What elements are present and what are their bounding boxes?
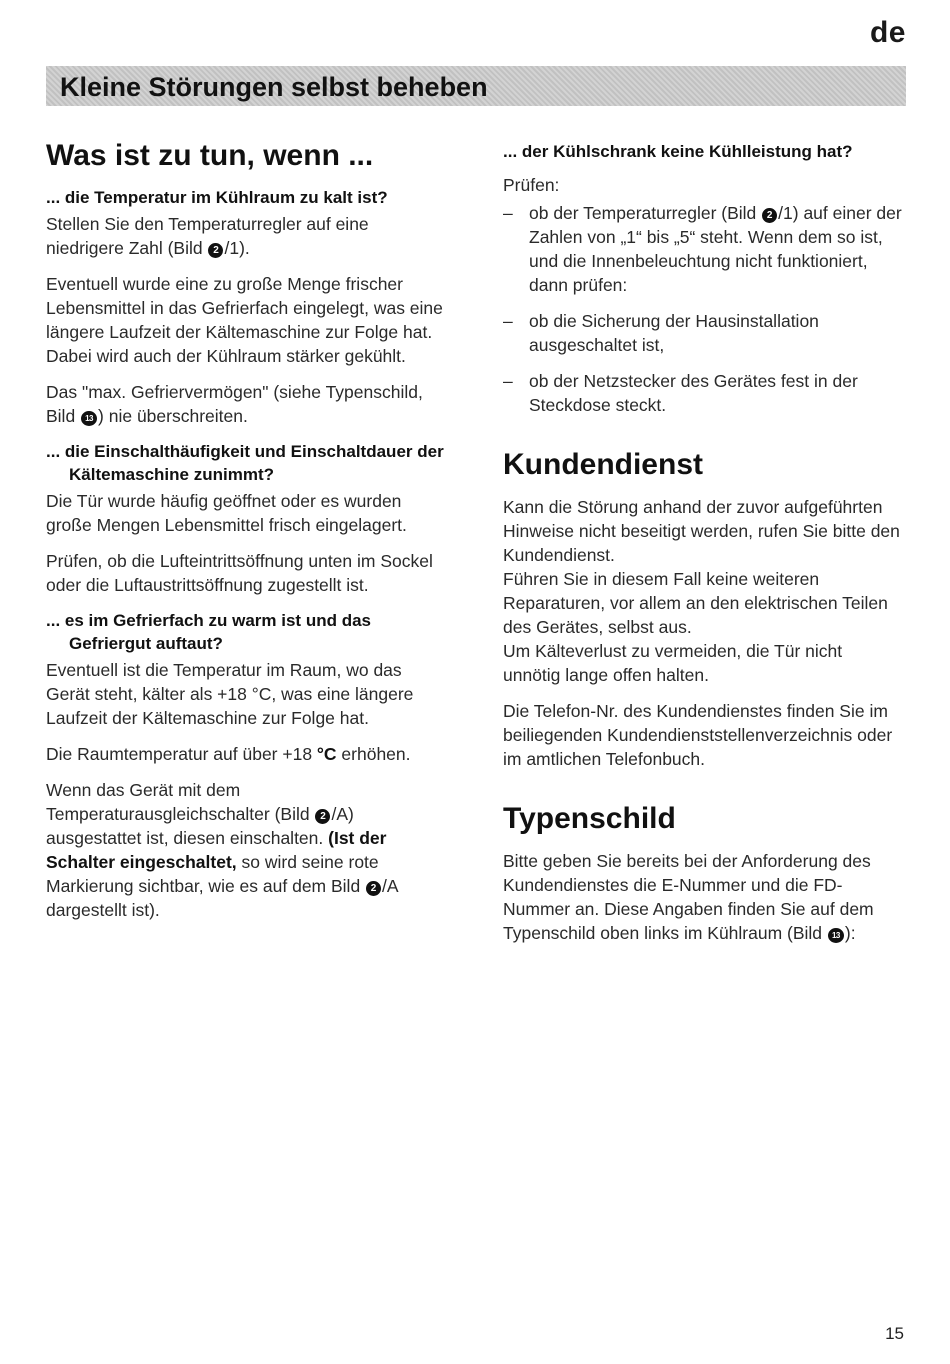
page-number: 15: [885, 1324, 904, 1343]
question-no-cooling: ... der Kühlschrank keine Kühlleistung hat?: [503, 142, 853, 161]
check-intro: Prüfen:: [503, 175, 560, 195]
banner-title: Kleine Störungen selbst beheben: [60, 72, 488, 102]
check-list: [503, 201, 903, 417]
figure-ref-badge: 2: [208, 243, 223, 258]
too-cold-paragraph-2: Eventuell wurde eine zu große Menge frischer Lebensmittel in das Gefrierfach eingelegt, was eine längere Laufzeit der Kältemaschine zur Folge hat. Dabei wird auch der Kühlraum stärker gekühlt.: [46, 274, 443, 366]
type-plate-paragraph: Bitte geben Sie bereits bei der Anforderung des Kundendienstes die E-Nummer und die FD-Nummer an. Diese Angaben finden Sie auf dem Typenschild oben links im Kühlraum (Bild 13 ):: [503, 851, 874, 943]
figure-ref-badge: 13: [81, 411, 97, 426]
run-time-paragraph-1: Die Tür wurde häufig geöffnet oder es wurden große Mengen Lebensmittel frisch eingelagert.: [46, 491, 407, 535]
list-dash: –: [503, 203, 513, 223]
check-list-item: – ob die Sicherung der Hausinstallation ausgeschaltet ist,: [503, 311, 819, 355]
question-too-cold: ... die Temperatur im Kühlraum zu kalt ist?: [46, 188, 388, 207]
check-list-item: – ob der Netzstecker des Gerätes fest in der Steckdose steckt.: [503, 371, 858, 415]
question-freezer-warm: ... es im Gefrierfach zu warm ist und das Gefriergut auftaut?: [46, 611, 371, 653]
check-list-item: – ob der Temperaturregler (Bild 2 /1) auf einer der Zahlen von „1“ bis „5“ steht. Wenn dem so ist, und die Innenbeleuchtung nicht funktioniert, dann prüfen:: [503, 203, 902, 295]
too-cold-paragraph-1: Stellen Sie den Temperaturregler auf eine niedrigere Zahl (Bild 2 /1).: [46, 214, 369, 258]
freezer-warm-paragraph-3: Wenn das Gerät mit dem Temperaturausgleichschalter (Bild 2 /A) ausgestattet ist, diesen einschalten. (Ist der Schalter eingeschaltet, so wird seine rote Markierung sichtbar, wie es auf dem Bild 2 /A dargestellt ist).: [46, 780, 398, 920]
too-cold-paragraph-3: Das "max. Gefriervermögen" (siehe Typenschild, Bild 13 ) nie überschreiten.: [46, 382, 423, 426]
left-column: [46, 138, 446, 934]
right-column: [503, 140, 903, 957]
service-heading: Kundendienst: [503, 448, 703, 481]
service-paragraph-1: Kann die Störung anhand der zuvor aufgeführten Hinweise nicht beseitigt werden, rufen Sie bitte den Kundendienst. Führen Sie in diesem Fall keine weiteren Reparaturen, vor allem an den elektrischen Teilen des Gerätes, selbst aus. Um Kälteverlust zu vermeiden, die Tür nicht unnötig lange offen halten.: [503, 497, 900, 685]
type-plate-heading: Typenschild: [503, 802, 676, 835]
section-banner: [46, 66, 906, 106]
list-dash: –: [503, 311, 513, 331]
language-code: de: [869, 16, 906, 49]
figure-ref-badge: 2: [366, 881, 381, 896]
figure-ref-badge: 2: [762, 208, 777, 223]
freezer-warm-paragraph-1: Eventuell ist die Temperatur im Raum, wo das Gerät steht, kälter als +18 °C, was eine längere Laufzeit der Kältemaschine zur Folge hat.: [46, 660, 414, 728]
service-paragraph-2: Die Telefon-Nr. des Kundendienstes finden Sie im beiliegenden Kundendienststellenverzeichnis oder im amtlichen Telefonbuch.: [503, 701, 893, 769]
figure-ref-badge: 13: [828, 928, 844, 943]
figure-ref-badge: 2: [315, 809, 330, 824]
list-dash: –: [503, 371, 513, 391]
freezer-warm-paragraph-2: Die Raumtemperatur auf über +18 °C erhöhen.: [46, 744, 411, 764]
run-time-paragraph-2: Prüfen, ob die Lufteintrittsöffnung unten im Sockel oder die Luftaustrittsöffnung zugestellt ist.: [46, 551, 433, 595]
question-run-time: ... die Einschalthäufigkeit und Einschaltdauer der Kältemaschine zunimmt?: [46, 442, 444, 484]
troubleshooting-heading: Was ist zu tun, wenn ...: [46, 139, 374, 172]
